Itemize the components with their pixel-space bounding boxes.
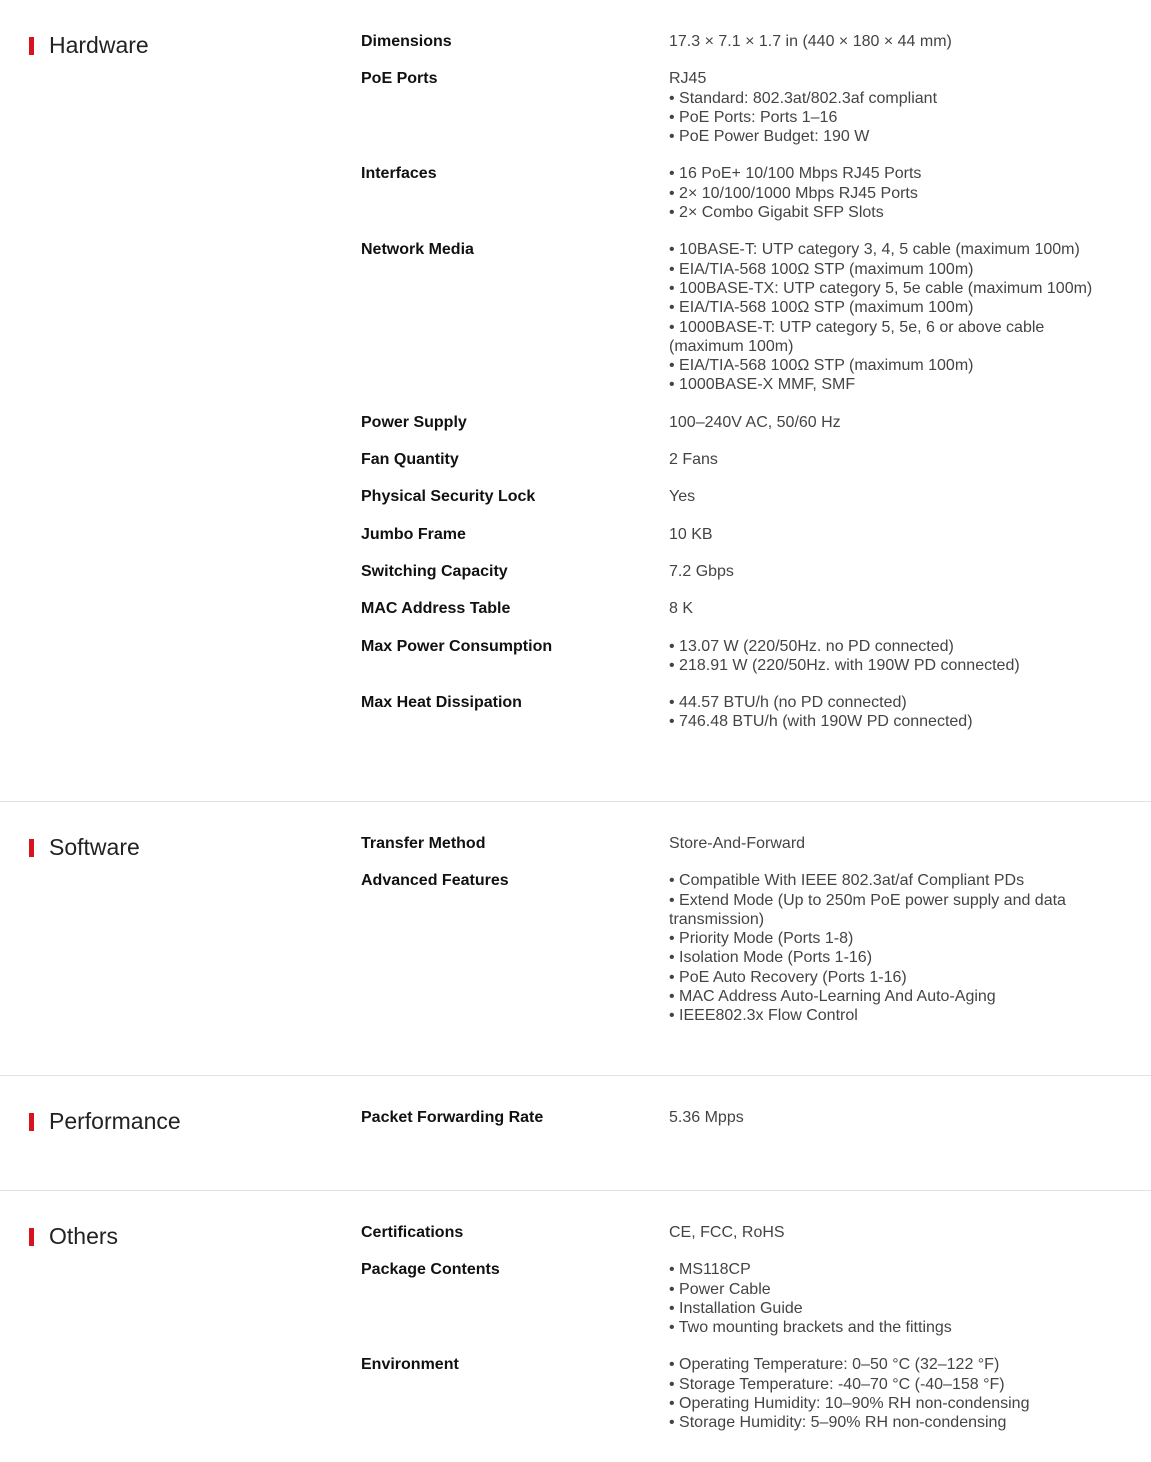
spec-value xyxy=(669,637,1099,676)
spec-row xyxy=(0,1223,1151,1260)
spec-value-line: • Power Cable xyxy=(669,1280,771,1298)
spec-value-line: • 16 PoE+ 10/100 Mbps RJ45 Ports xyxy=(669,165,922,183)
spec-value-line: • Installation Guide xyxy=(669,1299,803,1317)
spec-label: Max Power Consumption xyxy=(361,637,553,655)
spec-row xyxy=(0,164,1151,240)
spec-row xyxy=(0,693,1151,750)
spec-label: MAC Address Table xyxy=(361,600,511,618)
spec-row xyxy=(0,871,1151,1043)
spec-value-line: • IEEE802.3x Flow Control xyxy=(669,1007,858,1025)
spec-label: Network Media xyxy=(361,241,474,259)
section-header xyxy=(29,1108,181,1135)
spec-label: Dimensions xyxy=(361,33,452,50)
spec-value xyxy=(669,562,1099,581)
spec-value-line: • Priority Mode (Ports 1-8) xyxy=(669,930,854,948)
spec-rows xyxy=(0,802,1151,1044)
spec-value-line: 2 Fans xyxy=(669,451,718,469)
section-marker-icon xyxy=(29,839,34,857)
spec-row xyxy=(0,69,1151,164)
spec-row xyxy=(0,32,1151,69)
spec-label: Max Heat Dissipation xyxy=(361,694,522,712)
spec-value-line: CE, FCC, RoHS xyxy=(669,1224,785,1241)
section-marker-icon xyxy=(29,1113,34,1131)
spec-value-line: • Operating Humidity: 10–90% RH non-condensing xyxy=(669,1395,1030,1413)
spec-value-line: • EIA/TIA-568 100Ω STP (maximum 100m) xyxy=(669,299,974,317)
spec-value-line: • Storage Temperature: -40–70 °C (-40–158 °F) xyxy=(669,1375,1005,1393)
spec-rows xyxy=(0,1191,1151,1451)
spec-value-line: • 746.48 BTU/h (with 190W PD connected) xyxy=(669,713,973,731)
spec-row xyxy=(0,240,1151,412)
spec-row xyxy=(0,599,1151,636)
section-others xyxy=(0,1191,1151,1462)
spec-value xyxy=(669,1108,1099,1127)
spec-row xyxy=(0,525,1151,562)
spec-value-line: • Storage Humidity: 5–90% RH non-condensing xyxy=(669,1414,1007,1432)
section-marker-icon xyxy=(29,1228,34,1246)
spec-value-line: • Two mounting brackets and the fittings xyxy=(669,1319,952,1337)
spec-value xyxy=(669,1355,1099,1432)
spec-value-line: Yes xyxy=(669,488,696,506)
spec-value xyxy=(669,69,1099,146)
spec-value-line: • 2× Combo Gigabit SFP Slots xyxy=(669,204,884,222)
spec-row xyxy=(0,1260,1151,1355)
spec-value xyxy=(669,487,1099,506)
spec-value-line: • 10BASE-T: UTP category 3, 4, 5 cable (maximum 100m) xyxy=(669,241,1080,259)
spec-row xyxy=(0,450,1151,487)
section-header xyxy=(29,32,149,59)
spec-value-line: • 2× 10/100/1000 Mbps RJ45 Ports xyxy=(669,184,918,202)
spec-value xyxy=(669,834,1099,853)
spec-value-line: • MAC Address Auto-Learning And Auto-Aging xyxy=(669,988,996,1006)
spec-label: PoE Ports xyxy=(361,70,438,88)
spec-label: Packet Forwarding Rate xyxy=(361,1109,544,1126)
spec-label: Environment xyxy=(361,1356,459,1374)
spec-row xyxy=(0,1355,1151,1450)
spec-value-line: • 100BASE-TX: UTP category 5, 5e cable (maximum 100m) xyxy=(669,279,1093,297)
spec-row xyxy=(0,637,1151,694)
spec-value-line: Store-And-Forward xyxy=(669,835,806,852)
spec-value xyxy=(669,164,1099,222)
spec-label: Power Supply xyxy=(361,413,467,431)
spec-value-line: 8 K xyxy=(669,600,694,618)
section-header xyxy=(29,834,140,861)
spec-value-line: 10 KB xyxy=(669,525,713,543)
spec-row xyxy=(0,834,1151,871)
spec-value-line: 7.2 Gbps xyxy=(669,562,734,580)
spec-value xyxy=(669,1223,1099,1242)
spec-value-line: • 218.91 W (220/50Hz. with 190W PD connected) xyxy=(669,656,1020,674)
spec-value-line: 5.36 Mpps xyxy=(669,1109,744,1126)
spec-label: Jumbo Frame xyxy=(361,525,466,543)
spec-label: Package Contents xyxy=(361,1261,500,1279)
spec-label: Fan Quantity xyxy=(361,451,459,469)
spec-value-line: • 1000BASE-T: UTP category 5, 5e, 6 or above cable xyxy=(669,318,1045,336)
spec-value-line: • 44.57 BTU/h (no PD connected) xyxy=(669,694,907,712)
spec-value-line: • Extend Mode (Up to 250m PoE power supply and data xyxy=(669,891,1066,909)
spec-value xyxy=(669,871,1099,1025)
spec-value-line: transmission) xyxy=(669,910,765,928)
spec-value-line: • EIA/TIA-568 100Ω STP (maximum 100m) xyxy=(669,260,974,278)
spec-value-line: • PoE Auto Recovery (Ports 1-16) xyxy=(669,968,907,986)
spec-value-line: • Standard: 802.3at/802.3af compliant xyxy=(669,89,938,107)
spec-label: Physical Security Lock xyxy=(361,488,536,506)
spec-label: Switching Capacity xyxy=(361,562,508,580)
spec-label: Advanced Features xyxy=(361,872,509,890)
section-software xyxy=(0,802,1151,1076)
spec-value xyxy=(669,525,1099,544)
spec-row xyxy=(0,487,1151,524)
spec-value xyxy=(669,413,1099,432)
spec-value-line: • Operating Temperature: 0–50 °C (32–122 °F) xyxy=(669,1356,1000,1374)
spec-value xyxy=(669,693,1099,732)
spec-value-line: • Compatible With IEEE 802.3at/af Compliant PDs xyxy=(669,872,1025,890)
section-title: Performance xyxy=(49,1108,181,1134)
section-title: Hardware xyxy=(49,32,149,58)
spec-value-line: • MS118CP xyxy=(669,1261,751,1279)
spec-value xyxy=(669,240,1099,394)
spec-value-line: RJ45 xyxy=(669,70,707,88)
spec-value xyxy=(669,32,1099,51)
spec-value-line: • EIA/TIA-568 100Ω STP (maximum 100m) xyxy=(669,357,974,375)
spec-label: Transfer Method xyxy=(361,835,486,852)
spec-row xyxy=(0,562,1151,599)
section-marker-icon xyxy=(29,37,34,55)
spec-value-line: • 1000BASE-X MMF, SMF xyxy=(669,376,856,394)
spec-label: Certifications xyxy=(361,1224,464,1241)
spec-value-line: 100–240V AC, 50/60 Hz xyxy=(669,413,841,431)
section-header xyxy=(29,1223,118,1250)
spec-value xyxy=(669,450,1099,469)
spec-row xyxy=(0,413,1151,450)
spec-value-line: 17.3 × 7.1 × 1.7 in (440 × 180 × 44 mm) xyxy=(669,33,952,50)
spec-label: Interfaces xyxy=(361,165,437,183)
section-title: Others xyxy=(49,1223,119,1249)
section-performance xyxy=(0,1076,1151,1191)
spec-value-line: • Isolation Mode (Ports 1-16) xyxy=(669,949,873,967)
spec-value-line: • 13.07 W (220/50Hz. no PD connected) xyxy=(669,637,954,655)
spec-value xyxy=(669,1260,1099,1337)
spec-value xyxy=(669,599,1099,618)
spec-value-line: • PoE Power Budget: 190 W xyxy=(669,128,870,146)
spec-value-line: (maximum 100m) xyxy=(669,337,794,355)
section-title: Software xyxy=(49,834,140,860)
spec-value-line: • PoE Ports: Ports 1–16 xyxy=(669,108,838,126)
